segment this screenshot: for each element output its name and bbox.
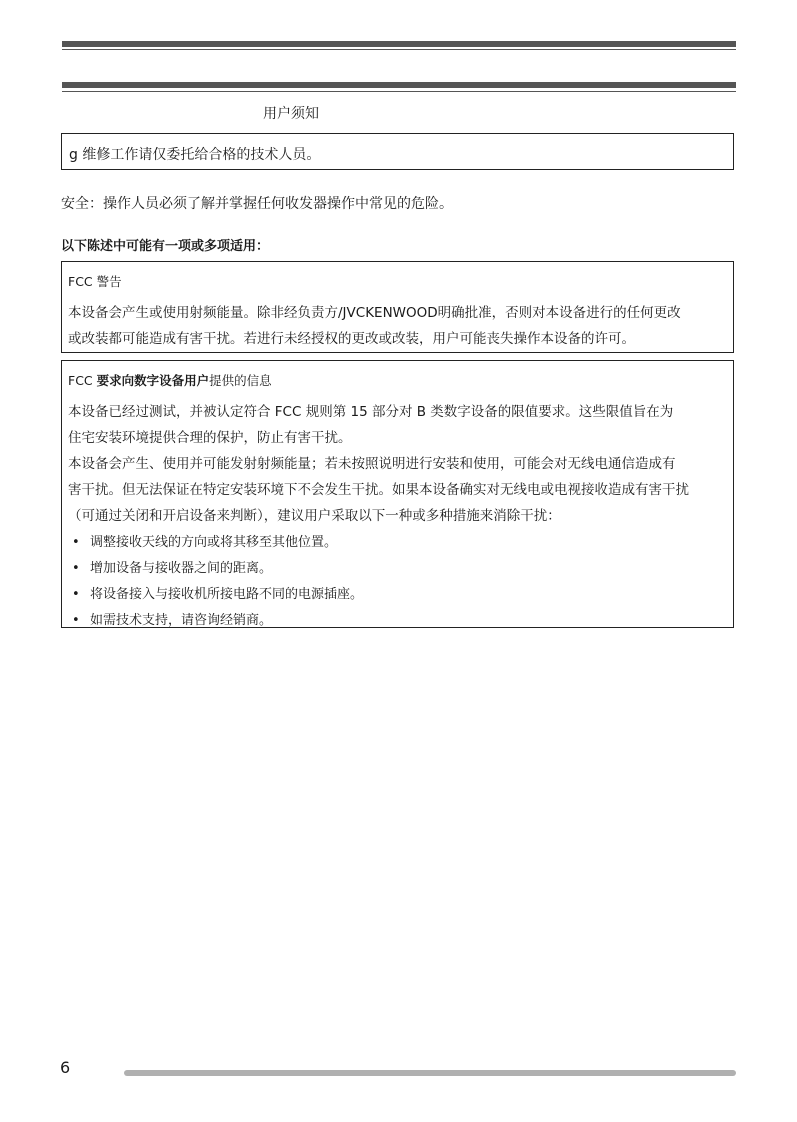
list-item [68, 608, 725, 634]
remedy-list [68, 530, 725, 634]
repair-notice-box [61, 133, 734, 170]
fcc-warning-line: 本设备会产生或使用射频能量。除非经负责方/JVCKENWOOD明确批准，否则对本设备进行的任何更改 [68, 305, 681, 321]
header-rule-bottom [62, 82, 736, 88]
fcc-info-line: 害干扰。但无法保证在特定安装环境下不会发生干扰。如果本设备确实对无线电或电视接收造成有害干扰 [68, 482, 689, 498]
bullet-icon: • [72, 561, 80, 576]
list-item-text: 增加设备与接收器之间的距离。 [90, 561, 273, 576]
bullet-icon: • [72, 587, 80, 602]
page-number: 6 [60, 1058, 71, 1077]
fcc-warning-box [61, 261, 734, 353]
applicability-heading: 以下陈述中可能有一项或多项适用： [61, 239, 270, 254]
title-bold: 要求向数字设备用户 [96, 373, 210, 388]
fcc-info-line: 住宅安装环境提供合理的保护，防止有害干扰。 [68, 430, 352, 446]
title-suffix: 提供的信息 [209, 373, 272, 388]
fcc-info-line: 本设备已经过测试，并被认定符合 FCC 规则第 15 部分对 B 类数字设备的限值要求。这些限值旨在为 [68, 404, 674, 420]
fcc-warning-line: 或改装都可能造成有害干扰。若进行未经授权的更改或改装，用户可能丧失操作本设备的许可。 [68, 331, 635, 347]
repair-notice-text: g 维修工作请仅委托给合格的技术人员。 [69, 147, 321, 163]
list-item [68, 582, 725, 608]
header-rule-top-thin [62, 49, 736, 50]
fcc-warning-body [68, 300, 725, 352]
fcc-digital-info-body [68, 399, 725, 529]
list-item [68, 530, 725, 556]
title-prefix: FCC [68, 373, 97, 388]
section-title: 用户须知 [263, 106, 319, 122]
fcc-info-line: （可通过关闭和开启设备来判断），建议用户采取以下一种或多种措施来消除干扰： [68, 508, 561, 524]
list-item [68, 556, 725, 582]
safety-notice: 安全：操作人员必须了解并掌握任何收发器操作中常见的危险。 [61, 196, 453, 212]
header-rule-top [62, 41, 736, 47]
header-rule-bottom-thin [62, 91, 736, 92]
footer-bar [124, 1070, 736, 1076]
list-item-text: 调整接收天线的方向或将其移至其他位置。 [90, 535, 338, 550]
list-item-text: 如需技术支持，请咨询经销商。 [90, 613, 273, 628]
list-item-text: 将设备接入与接收机所接电路不同的电源插座。 [90, 587, 364, 602]
fcc-digital-info-box [61, 360, 734, 628]
bullet-icon: • [72, 535, 80, 550]
fcc-digital-info-title [68, 371, 725, 389]
fcc-warning-title: FCC 警告 [68, 274, 122, 289]
fcc-info-line: 本设备会产生、使用并可能发射射频能量；若未按照说明进行安装和使用，可能会对无线电通信造成有 [68, 456, 676, 472]
bullet-icon: • [72, 613, 80, 628]
